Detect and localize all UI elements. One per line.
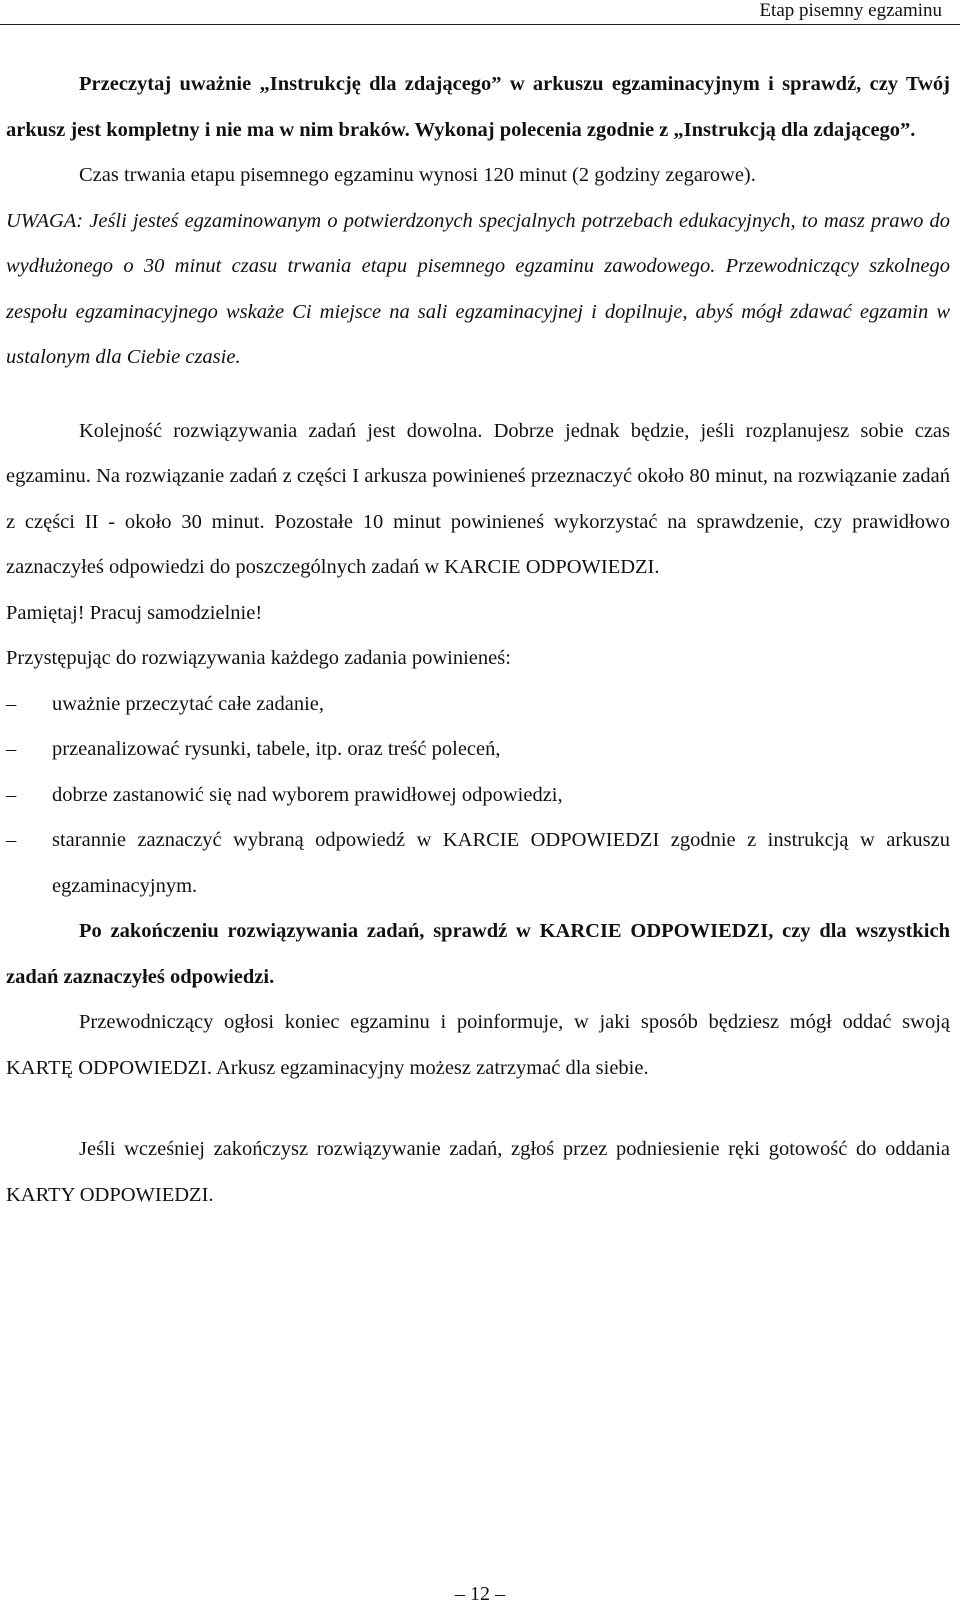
list-item-text: starannie zaznaczyć wybraną odpowiedź w KARCIE ODPOWIEDZI zgodnie z instrukcją w arkuszu egzaminacyjnym. xyxy=(52,829,950,897)
steps-list xyxy=(6,682,950,910)
time-paragraph: Czas trwania etapu pisemnego egzaminu wynosi 120 minut (2 godziny zegarowe). xyxy=(79,164,756,186)
page-number: – 12 – xyxy=(455,1583,505,1605)
remember-paragraph: Pamiętaj! Pracuj samodzielnie! xyxy=(6,601,263,624)
list-item xyxy=(6,727,950,773)
list-item-text: dobrze zastanowić się nad wyborem prawidłowej odpowiedzi, xyxy=(52,783,563,806)
list-item xyxy=(6,682,950,728)
instructions-body xyxy=(6,62,950,1218)
check-paragraph: Po zakończeniu rozwiązywania zadań, sprawdź w KARCIE ODPOWIEDZI, czy dla wszystkich zadań zaznaczyłeś odpowiedzi. xyxy=(6,920,950,988)
note-paragraph: UWAGA: Jeśli jesteś egzaminowanym o potwierdzonych specjalnych potrzebach edukacyjnych, to masz prawo do wydłużonego o 30 minut czasu trwania etapu pisemnego egzaminu zawodowego. Przewodniczący szkolnego zespołu egzaminacyjnego wskaże Ci miejsce na sali egzaminacyjnej i dopilnuje, abyś mógł zdawać egzamin w ustalonym dla Ciebie czasie. xyxy=(6,209,950,368)
order-paragraph: Kolejność rozwiązywania zadań jest dowolna. Dobrze jednak będzie, jeśli rozplanujesz sobie czas egzaminu. Na rozwiązanie zadań z części I arkusza powinieneś przeznaczyć około 80 minut, na rozwiązanie zadań z części II - około 30 minut. Pozostałe 10 minut powinieneś wykorzystać na sprawdzenie, czy prawidłowo zaznaczyłeś odpowiedzi do poszczególnych zadań w KARCIE ODPOWIEDZI. xyxy=(6,419,950,578)
early-paragraph: Jeśli wcześniej zakończysz rozwiązywanie zadań, zgłoś przez podniesienie ręki gotowość do oddania KARTY ODPOWIEDZI. xyxy=(6,1138,950,1206)
dash-bullet: – xyxy=(6,738,17,760)
list-item xyxy=(6,818,950,909)
dash-bullet: – xyxy=(6,783,17,806)
intro-paragraph: Przeczytaj uważnie „Instrukcję dla zdającego” w arkuszu egzaminacyjnym i sprawdź, czy Twój arkusz jest kompletny i nie ma w nim braków. Wykonaj polecenia zgodnie z „Instrukcją dla zdającego”. xyxy=(6,73,950,141)
steps-lead: Przystępując do rozwiązywania każdego zadania powinieneś: xyxy=(6,647,511,669)
dash-bullet: – xyxy=(6,829,17,851)
end-paragraph: Przewodniczący ogłosi koniec egzaminu i poinformuje, w jaki sposób będziesz mógł oddać swoją KARTĘ ODPOWIEDZI. Arkusz egzaminacyjny możesz zatrzymać dla siebie. xyxy=(6,1011,950,1079)
list-item xyxy=(6,773,950,819)
page-header xyxy=(0,0,960,25)
dash-bullet: – xyxy=(6,692,17,715)
header-title: Etap pisemny egzaminu xyxy=(759,0,942,21)
list-item-text: uważnie przeczytać całe zadanie, xyxy=(52,692,324,715)
list-item-text: przeanalizować rysunki, tabele, itp. oraz treść poleceń, xyxy=(52,738,501,760)
